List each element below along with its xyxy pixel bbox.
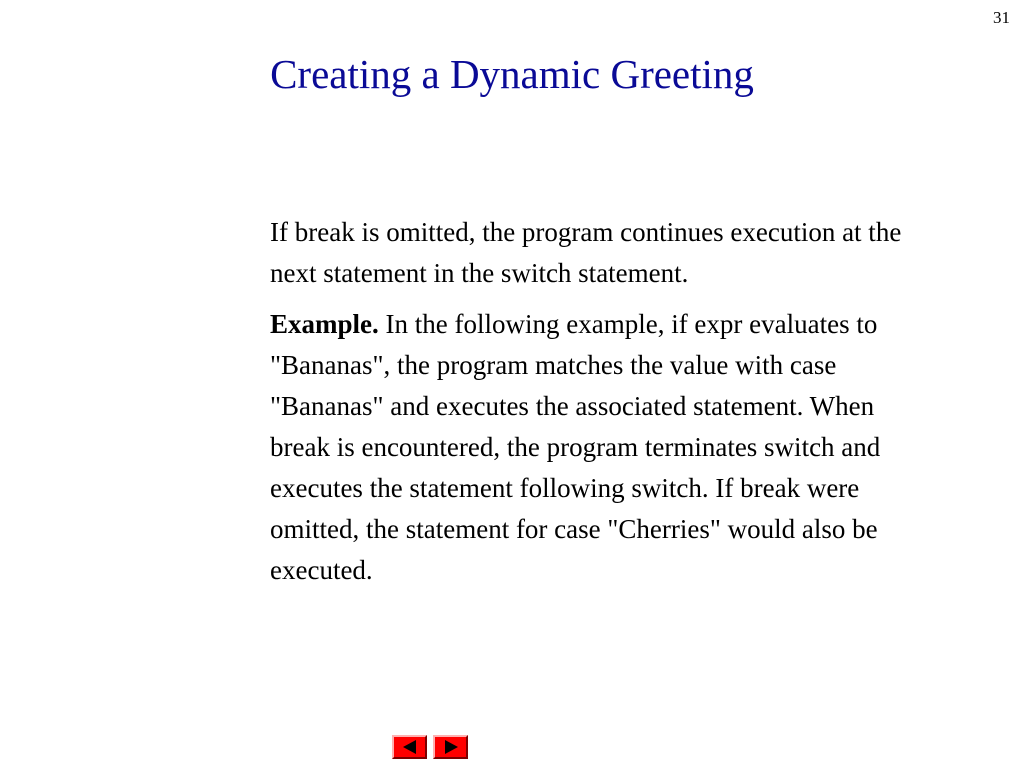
page-number: 31 [993, 8, 1010, 27]
paragraph-break-omitted: If break is omitted, the program continues execution at the next statement in the switch statement. [270, 217, 902, 288]
example-lead: Example. [270, 309, 379, 339]
triangle-right-icon [445, 740, 458, 754]
next-slide-button[interactable] [433, 735, 468, 759]
slide-title: Creating a Dynamic Greeting [270, 51, 754, 97]
paragraph-example [270, 304, 910, 591]
slide-body [270, 212, 910, 601]
slide-navigation [392, 735, 468, 759]
example-text: In the following example, if expr evaluates to "Bananas", the program matches the value with case "Bananas" and executes the associated statement. When break is encountered, the program terminates switch and executes the statement following switch. If break were omitted, the statement for case "Cherries" would also be executed. [270, 309, 881, 585]
previous-slide-button[interactable] [392, 735, 427, 759]
triangle-left-icon [403, 740, 416, 754]
